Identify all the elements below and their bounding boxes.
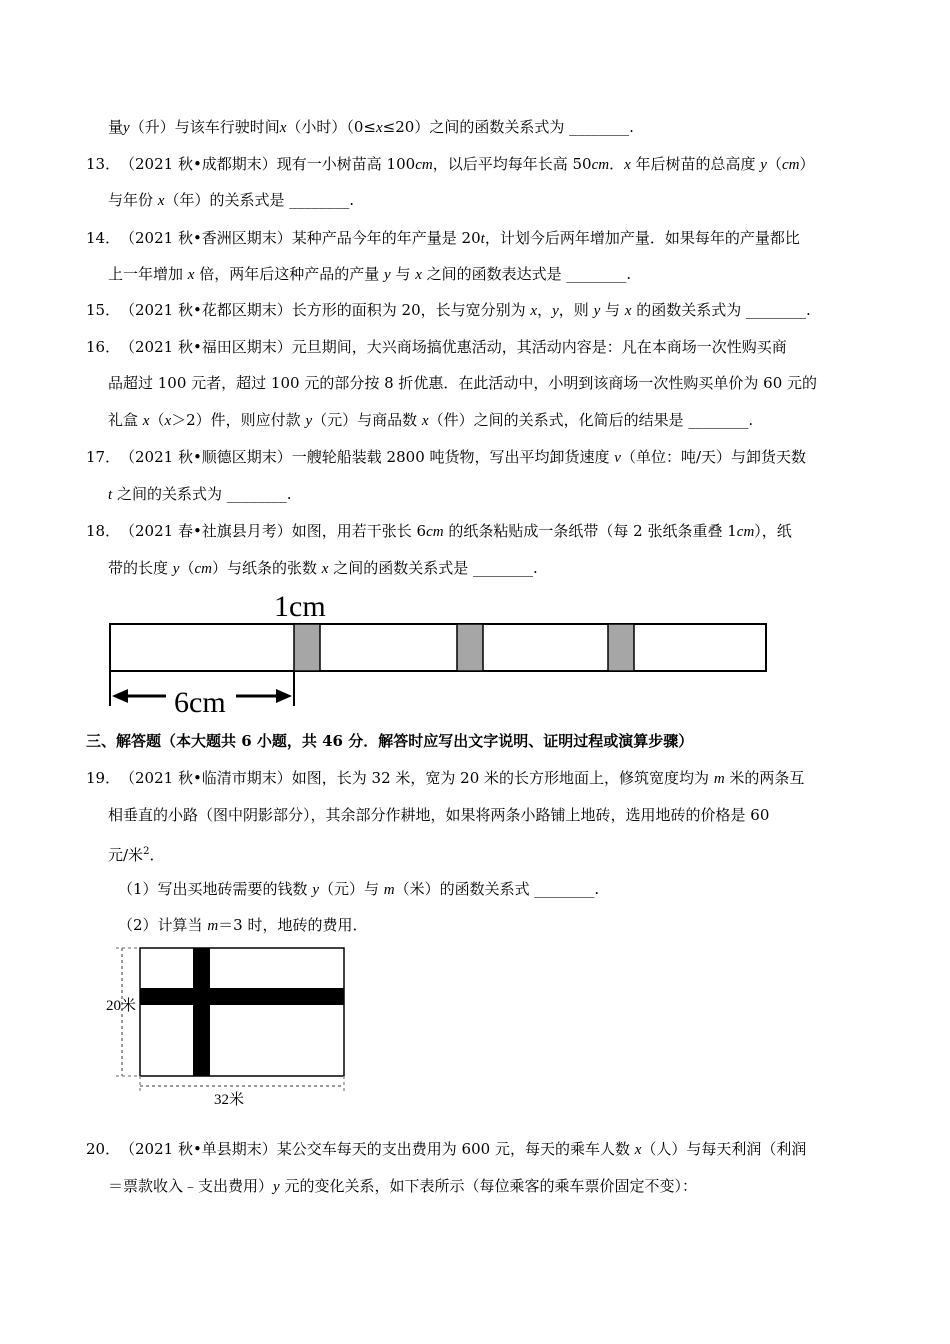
text: （1）写出买地砖需要的钱数	[118, 880, 313, 898]
q17-line-1	[120, 447, 806, 468]
text: 之间的函数表达式是 ________.	[421, 265, 632, 283]
var: y	[273, 1179, 280, 1195]
unit: cm	[781, 157, 800, 173]
q13-line-1	[120, 154, 815, 175]
var: x	[530, 303, 538, 319]
var: x	[187, 267, 195, 283]
text: （	[766, 155, 782, 173]
var: x	[321, 561, 329, 577]
text: （元）与	[319, 880, 384, 898]
var: y	[760, 157, 767, 173]
text: （米）的函数关系式 ________.	[394, 880, 600, 898]
text: ，	[537, 301, 553, 319]
var: t	[108, 487, 113, 503]
q19-line-3	[108, 842, 164, 865]
text: ＝票款收入﹣支出费用）	[108, 1177, 274, 1195]
field-outline	[140, 948, 344, 1076]
text: ．	[609, 155, 625, 173]
var: y	[593, 303, 601, 319]
overlap-3	[608, 624, 634, 671]
var: x	[376, 120, 383, 136]
unit: cm	[194, 561, 212, 577]
text: ，以后平均每年长高 50	[432, 155, 592, 173]
var: x	[279, 120, 287, 136]
var: y	[552, 303, 559, 319]
text: （2021 秋•香洲区期末）某种产品今年的年产量是 20	[120, 229, 481, 247]
text: （小时）（0≤	[286, 118, 376, 136]
unit: t	[480, 231, 485, 247]
superscript: 2	[143, 846, 150, 857]
q20-line-1	[120, 1139, 806, 1160]
text: ，则	[558, 301, 594, 319]
text: 倍，两年后这种产品的产量	[194, 265, 384, 283]
q14-line-1	[120, 228, 800, 249]
text: 礼盒	[108, 411, 143, 429]
unit: cm	[736, 524, 755, 540]
text: （	[149, 411, 165, 429]
overlap-label: 1cm	[274, 590, 326, 623]
text: （件）之间的关系式，化简后的结果是 ________.	[428, 411, 754, 429]
text: 的函数关系式为 ________.	[631, 301, 811, 319]
text: 元/米	[108, 846, 144, 864]
var: x	[634, 1142, 642, 1158]
text: （单位：吨/天）与卸货天数	[620, 448, 807, 466]
text: （2021 秋•花都区期末）长方形的面积为 20，长与宽分别为	[120, 301, 531, 319]
text: （人）与每天利润（利润	[641, 1140, 807, 1158]
q19-part-2	[118, 915, 367, 936]
question-number: 13．	[86, 155, 121, 173]
text: （2021 秋•单县期末）某公交车每天的支出费用为 600 元，每天的乘车人数	[120, 1140, 635, 1158]
var: x	[415, 267, 422, 283]
question-number: 20．	[86, 1140, 121, 1158]
text: （2021 春•社旗县月考）如图，用若干张长 6	[120, 522, 427, 540]
vertical-path	[193, 948, 210, 1076]
unit: cm	[591, 157, 610, 173]
text: （2021 秋•福田区期末）元旦期间，大兴商场搞优惠活动，其活动内容是：凡在本商场一次性购买商	[120, 338, 787, 356]
text: 与	[600, 301, 625, 319]
question-number: 17．	[86, 448, 121, 466]
q17-line-2	[108, 484, 291, 505]
width-label: 32米	[214, 1092, 245, 1108]
text: 的纸条粘贴成一条纸带（每 2 张纸条重叠 1	[443, 522, 737, 540]
var: m	[207, 918, 219, 934]
length-label: 6cm	[174, 686, 226, 718]
q13-line-2	[108, 190, 354, 211]
q18-line-2	[108, 558, 538, 579]
q12-tail-line	[108, 117, 634, 138]
var: x	[164, 413, 172, 429]
var: x	[624, 303, 632, 319]
overlap-1	[294, 624, 320, 671]
text: （2021 秋•成都期末）现有一小树苗高 100	[120, 155, 416, 173]
unit: cm	[415, 157, 433, 173]
text: 与年份	[108, 191, 158, 209]
var: x	[624, 157, 631, 173]
text: （升）与该车行驶时间	[129, 118, 280, 136]
section-heading: 三、解答题（本大题共 6 小题，共 46 分．解答时应写出文字说明、证明过程或演算步骤）	[86, 732, 694, 750]
var: y	[384, 267, 391, 283]
horizontal-path	[140, 988, 344, 1005]
q18-line-1	[120, 521, 792, 542]
height-label: 20米	[106, 998, 137, 1014]
text: 元的变化关系，如下表所示（每位乘客的乘车票价固定不变）：	[279, 1177, 697, 1195]
q16-line-3	[108, 410, 753, 431]
question-number: 15．	[86, 301, 121, 319]
question-number: 18．	[86, 522, 121, 540]
arrow-left-head	[112, 689, 128, 703]
var: y	[172, 561, 180, 577]
var: y	[123, 120, 130, 136]
var: m	[383, 882, 395, 898]
text: ＝3 时，地砖的费用．	[218, 916, 368, 934]
text: ．	[149, 846, 165, 864]
text: 量	[108, 118, 124, 136]
question-number: 19．	[86, 769, 121, 787]
unit: cm	[426, 524, 444, 540]
text: 之间的函数关系式是 ________.	[328, 559, 538, 577]
var: x	[157, 193, 165, 209]
q16-line-1	[120, 337, 787, 357]
text: （	[179, 559, 195, 577]
field-figure	[100, 940, 360, 1110]
text: 品超过 100 元者，超过 100 元的部分按 8 折优惠．在此活动中，小明到该商场一次性购买单价为 60 元的	[108, 374, 818, 392]
q16-line-2	[108, 373, 817, 393]
text: 年后树苗的总高度	[630, 155, 761, 173]
q19-line-1	[120, 768, 804, 789]
text: （2021 秋•临清市期末）如图，长为 32 米，宽为 20 米的长方形地面上，修筑宽度均为	[120, 769, 714, 787]
text: 上一年增加	[108, 265, 188, 283]
text: 与	[390, 265, 416, 283]
q19-part-1	[118, 879, 599, 900]
text: ＞2）件，则应付款	[171, 411, 306, 429]
text: 之间的关系式为 ________.	[112, 485, 292, 503]
text: （2）计算当	[118, 916, 208, 934]
var: y	[305, 413, 313, 429]
text: 米的两条互	[724, 769, 805, 787]
text: 相垂直的小路（图中阴影部分），其余部分作耕地，如果将两条小路铺上地砖，选用地砖的价格是 60	[108, 806, 770, 824]
text: （元）与商品数	[312, 411, 422, 429]
arrow-right-head	[276, 689, 292, 703]
text: ≤20）之间的函数关系式为 ________.	[382, 118, 634, 136]
question-number: 16．	[86, 338, 121, 356]
q14-line-2	[108, 264, 631, 285]
strip-outline	[110, 624, 766, 671]
overlap-2	[457, 624, 483, 671]
text: （2021 秋•顺德区期末）一艘轮船装载 2800 吨货物，写出平均卸货速度	[120, 448, 615, 466]
var: v	[614, 450, 621, 466]
text: ），纸	[754, 522, 792, 540]
text: ）与纸条的张数	[211, 559, 322, 577]
var: m	[713, 771, 725, 787]
q20-line-2	[108, 1176, 697, 1197]
paper-strip-figure	[100, 588, 780, 718]
var: y	[312, 882, 319, 898]
q15-line-1	[120, 300, 811, 321]
text: ）	[799, 155, 815, 173]
text: （年）的关系式是 ________.	[164, 191, 354, 209]
text: 带的长度	[108, 559, 173, 577]
var: x	[421, 413, 429, 429]
question-number: 14．	[86, 229, 121, 247]
q19-line-2	[108, 805, 769, 825]
text: ，计划今后两年增加产量．如果每年的产量都比	[484, 229, 800, 247]
var: x	[142, 413, 150, 429]
